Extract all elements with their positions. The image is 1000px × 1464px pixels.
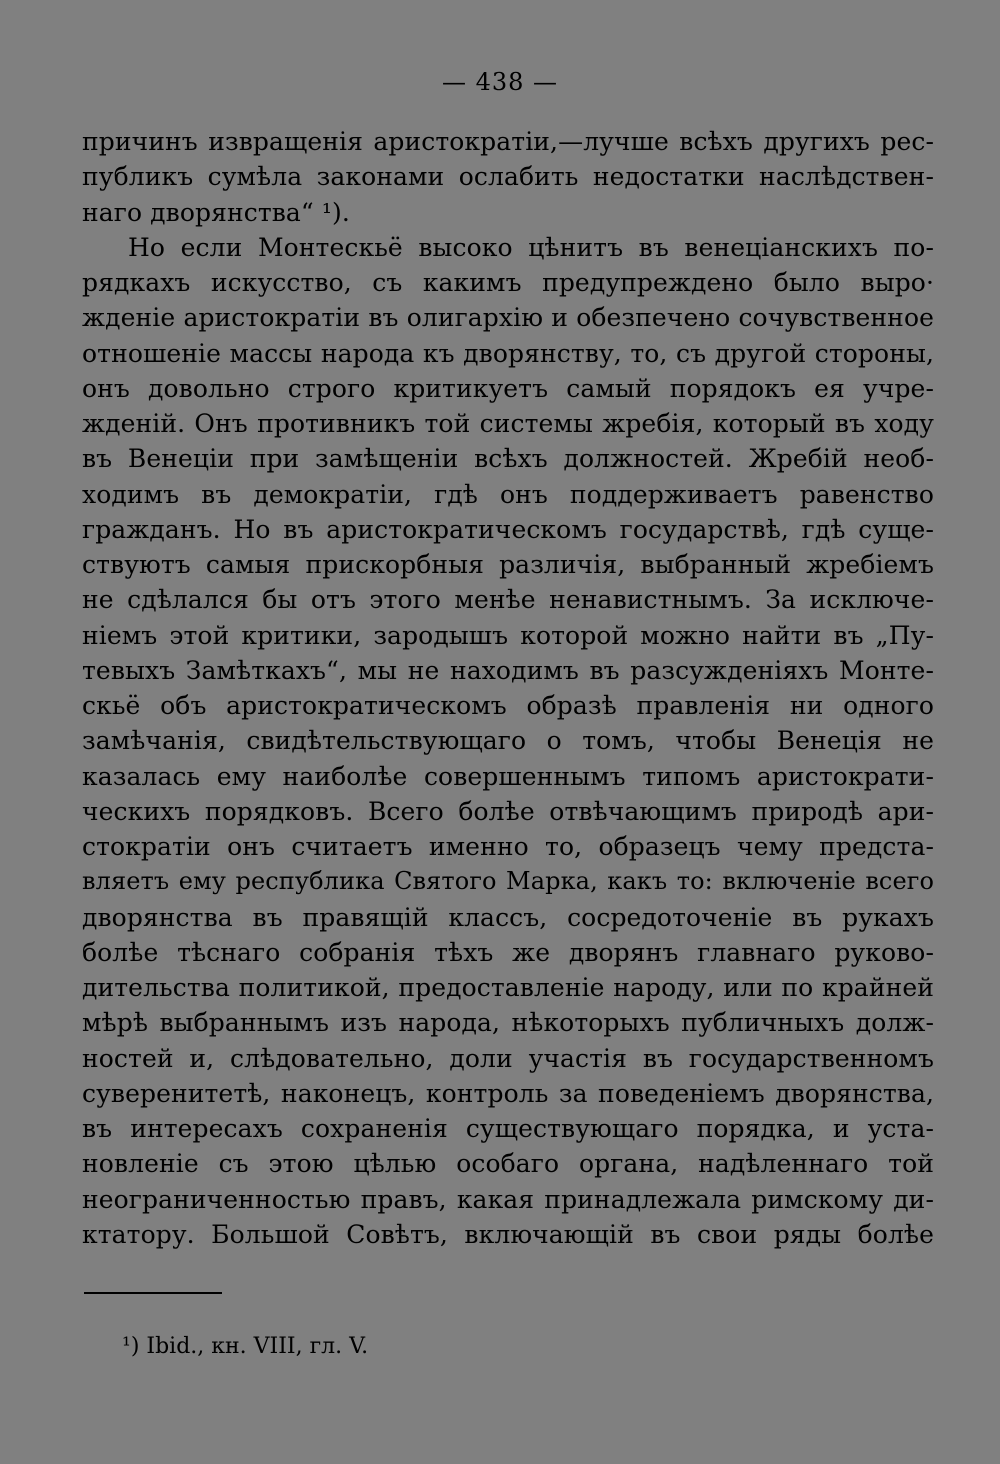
body-text <box>82 124 934 1252</box>
text-line: замѣчанія, свидѣтельствующаго о томъ, чтобы Венеція не <box>82 726 934 756</box>
text-line: новленіе съ этою цѣлью особаго органа, надѣленнаго той <box>82 1149 934 1179</box>
text-line: дворянства въ правящій классъ, сосредоточеніе въ рукахъ <box>82 902 934 932</box>
footnote-divider <box>84 1292 222 1294</box>
text-line: наго дворянства“ ¹). <box>82 197 350 227</box>
text-line: не сдѣлался бы отъ этого менѣе ненавистнымъ. За исключе- <box>82 585 934 615</box>
text-line: ствуютъ самыя прискорбныя различія, выбранный жребіемъ <box>82 550 934 579</box>
text-line: рядкахъ искусство, съ какимъ предупреждено было выро· <box>82 268 934 297</box>
text-line: суверенитетѣ, наконецъ, контроль за поведеніемъ дворянства, <box>82 1078 934 1108</box>
text-line: гражданъ. Но въ аристократическомъ государствѣ, гдѣ суще- <box>82 514 934 544</box>
text-line: неограниченностью правъ, какая принадлежала римскому ди- <box>82 1184 934 1214</box>
text-line: Но если Монтескьё высоко цѣнитъ въ венеціанскихъ по- <box>128 232 934 262</box>
text-line: жденіе аристократіи въ олигархію и обезпечено сочувственное <box>82 303 934 333</box>
text-line: казалась ему наиболѣе совершеннымъ типомъ аристократи- <box>82 761 934 791</box>
text-line: ніемъ этой критики, зародышъ которой можно найти въ „Пу- <box>82 620 934 650</box>
text-line: причинъ извращенія аристократіи,—лучше всѣхъ другихъ рес- <box>82 127 934 156</box>
text-line: тевыхъ Замѣткахъ“, мы не находимъ въ разсужденіяхъ Монте- <box>82 655 934 685</box>
text-line: публикъ сумѣла законами ослабить недостатки наслѣдствен- <box>82 162 934 192</box>
text-line: скьё объ аристократическомъ образѣ правленія ни одного <box>82 691 934 720</box>
text-line: онъ довольно строго критикуетъ самый порядокъ ея учре- <box>82 373 934 403</box>
text-line: ностей и, слѣдовательно, доли участія въ государственномъ <box>82 1043 934 1073</box>
text-line: ходимъ въ демократіи, гдѣ онъ поддерживаетъ равенство <box>82 479 934 509</box>
text-line: жденій. Онъ противникъ той системы жребія, который въ ходу <box>82 409 934 438</box>
text-line: дительства политикой, предоставленіе народу, или по крайней <box>82 973 934 1002</box>
page-number: — 438 — <box>441 68 559 96</box>
text-line: стократіи онъ считаетъ именно то, образецъ чему предста- <box>82 832 934 861</box>
text-line: отношеніе массы народа къ дворянству, то, съ другой стороны, <box>82 338 934 368</box>
text-line: въ Венеціи при замѣщеніи всѣхъ должностей. Жребій необ- <box>82 444 934 474</box>
footnote: ¹) Ibid., кн. VIII, гл. V. <box>122 1334 369 1359</box>
text-line: вляетъ ему республика Святого Марка, какъ то: включеніе всего <box>82 867 934 896</box>
text-line: ктатору. Большой Совѣтъ, включающій въ свои ряды болѣе <box>82 1219 934 1249</box>
text-line: ческихъ порядковъ. Всего болѣе отвѣчающимъ природѣ ари- <box>82 796 934 826</box>
text-line: въ интересахъ сохраненія существующаго порядка, и уста- <box>82 1114 934 1143</box>
text-line: болѣе тѣснаго собранія тѣхъ же дворянъ главнаго руково- <box>82 937 934 967</box>
text-line: мѣрѣ выбраннымъ изъ народа, нѣкоторыхъ публичныхъ долж- <box>82 1008 934 1038</box>
